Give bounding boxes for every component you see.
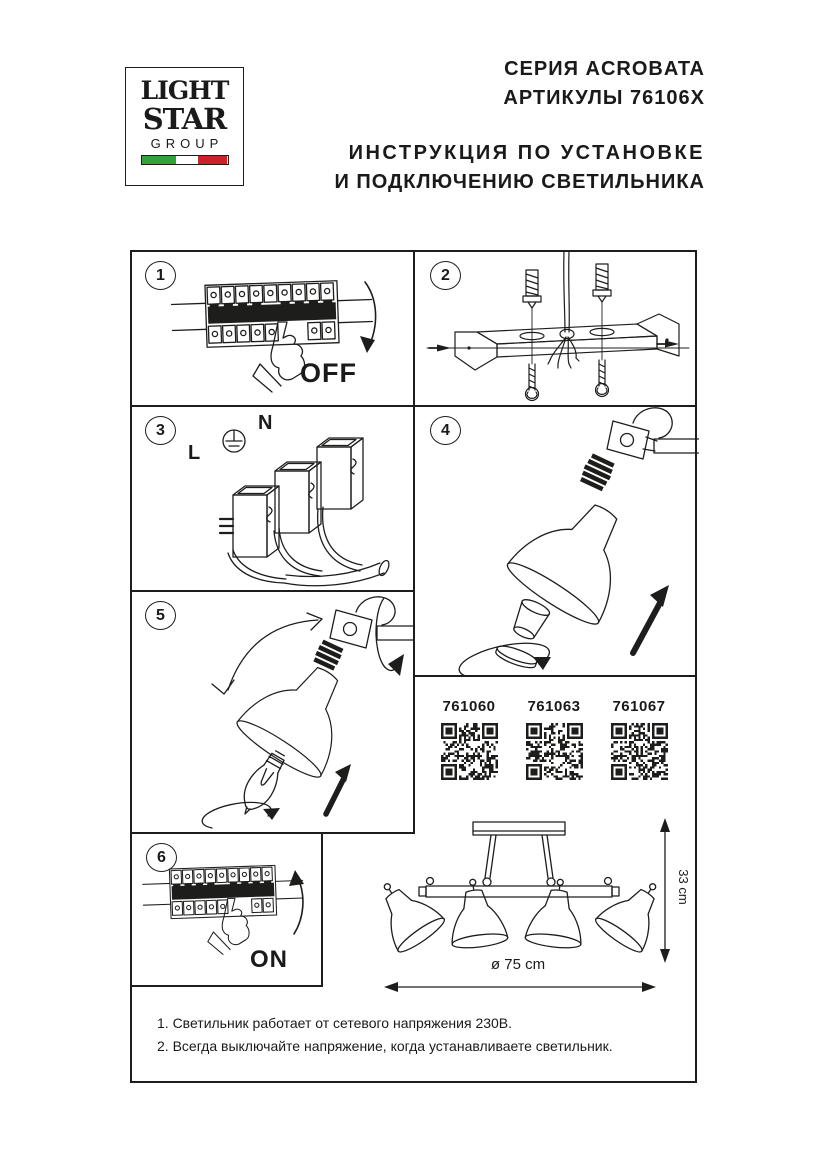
terminal-block-icon <box>220 486 279 557</box>
lamp-shade-icon <box>525 876 589 950</box>
step4-number-badge: 4 <box>430 416 461 445</box>
breaker-panel-off-drawing <box>132 252 415 405</box>
hanger-loop-icon <box>356 597 395 625</box>
hanger-loop-icon <box>633 408 672 438</box>
italian-flag-icon <box>141 155 229 165</box>
earth-icon <box>223 430 245 452</box>
screw-icon <box>596 360 609 397</box>
flag-white-stripe <box>176 156 198 164</box>
lamp-shade-icon <box>502 481 652 631</box>
lamp-shade-icon <box>232 646 370 784</box>
breaker-panel-on-drawing <box>134 836 321 985</box>
lamp-shade-icon <box>445 876 509 950</box>
qr-item <box>429 698 509 785</box>
step3-neutral-label: N <box>258 412 273 434</box>
threaded-nipple-icon <box>578 453 616 492</box>
cross-bar-icon <box>426 886 612 897</box>
article-number: 761063 <box>527 698 581 715</box>
instruction-title-line2: И ПОДКЛЮЧЕНИЮ СВЕТИЛЬНИКА <box>334 171 705 193</box>
step1-off-label: OFF <box>300 358 357 388</box>
ceiling-plate-icon <box>473 822 565 835</box>
step6-number-badge: 6 <box>146 843 177 872</box>
articles-title: АРТИКУЛЫ 76106X <box>503 87 705 109</box>
step5-number-badge: 5 <box>145 601 176 630</box>
lightstar-logo <box>125 67 244 186</box>
shade-assembly-drawing <box>417 407 699 675</box>
height-dimension-label: 33 cm <box>676 869 691 905</box>
document-header <box>334 55 705 197</box>
flag-green-stripe <box>142 156 176 164</box>
terminal-block-drawing <box>132 407 415 590</box>
tilt-arrow-icon <box>228 620 318 690</box>
step2-number-badge: 2 <box>430 261 461 290</box>
step6-on-label: ON <box>250 946 288 973</box>
retaining-ring-icon <box>494 643 539 671</box>
qr-item <box>514 698 594 785</box>
article-number: 761067 <box>612 698 666 715</box>
up-arrow-icon <box>650 585 669 607</box>
wall-anchor-icon <box>593 264 611 302</box>
qr-item <box>599 698 679 785</box>
bulb-installation-drawing <box>132 592 415 832</box>
qr-code-icon <box>611 723 668 780</box>
qr-code-icon <box>526 723 583 780</box>
logo-word-light: LIGHT <box>140 76 229 105</box>
step1-number-badge: 1 <box>145 261 176 290</box>
width-dimension-arrow <box>384 982 656 992</box>
terminal-block-icon <box>317 438 363 509</box>
horizontal-divider-3 <box>413 675 695 677</box>
safety-notes <box>157 1012 613 1058</box>
flag-red-stripe <box>198 156 227 164</box>
logo-word-star: STAR <box>142 102 227 136</box>
instruction-title-line1: ИНСТРУКЦИЯ ПО УСТАНОВКЕ <box>348 142 705 164</box>
supply-wire-icon <box>548 252 579 368</box>
logo-word-group: GROUP <box>150 136 224 151</box>
socket-icon <box>509 597 552 643</box>
terminal-block-icon <box>275 462 321 533</box>
mounting-arm-icon <box>377 626 415 640</box>
height-dimension-arrow <box>660 818 670 963</box>
candle-bulb-icon <box>234 747 292 821</box>
step3-number-badge: 3 <box>145 416 176 445</box>
diameter-dimension-label: ø 75 cm <box>490 956 546 973</box>
series-title: СЕРИЯ ACROBATA <box>504 58 705 80</box>
qr-code-icon <box>441 723 498 780</box>
lamp-shade-icon <box>363 868 448 956</box>
step3-line-label: L <box>188 442 201 464</box>
threaded-nipple-icon <box>312 639 344 671</box>
wall-anchor-icon <box>523 270 541 308</box>
note-line: 2. Всегда выключайте напряжение, когда устанавливаете светильник. <box>157 1038 613 1054</box>
screw-icon <box>526 364 539 401</box>
ceiling-bracket-drawing <box>417 252 699 405</box>
article-number: 761060 <box>442 698 496 715</box>
mounting-arm-icon <box>654 439 699 453</box>
note-line: 1. Светильник работает от сетевого напряжения 230В. <box>157 1015 513 1031</box>
instruction-grid <box>130 250 697 1083</box>
